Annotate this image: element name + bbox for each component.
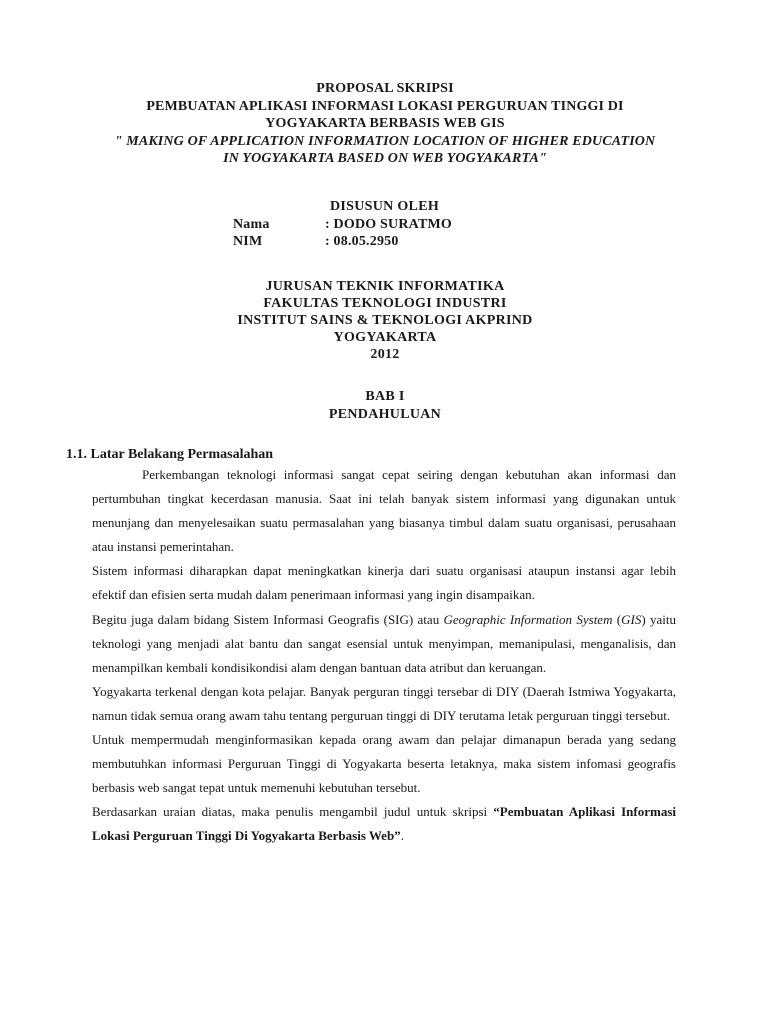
title-english-line2: IN YOGYAKARTA BASED ON WEB YOGYAKARTA" (223, 151, 547, 166)
institute: INSTITUT SAINS & TEKNOLOGI AKPRIND (237, 313, 533, 328)
paragraph-1: Perkembangan teknologi informasi sangat cepat seiring dengan kebutuhan akan informasi dan pertumbuhan tingkat kecerdasan manusia. Saat ini telah banyak sistem informasi yang digunakan untuk menunjang dan menyelesaikan suatu permasalahan yang biasanya timbul dalam suatu organisasi, perusahaan atau instansi pemerintahan. (92, 467, 676, 555)
paragraph-4: Yogyakarta terkenal dengan kota pelajar. Banyak perguran tinggi tersebar di DIY (Daerah Istmiwa Yogyakarta, namun tidak semua orang awam tahu tentang perguruan tinggi di DIY terutama letak perguruan tinggi tersebut. (92, 683, 676, 723)
name-label: Nama (233, 217, 270, 232)
title-indonesian-line1: PEMBUATAN APLIKASI INFORMASI LOKASI PERGURUAN TINGGI DI (146, 98, 624, 114)
title-indonesian-line2: YOGYAKARTA BERBASIS WEB GIS (265, 116, 505, 131)
p6-bold-title: “Pembuatan Aplikasi Informasi Lokasi Perguruan Tinggi Di Yogyakarta Berbasis Web” (92, 804, 676, 844)
name-value: : DODO SURATMO (325, 217, 452, 232)
chapter-heading (60, 388, 710, 424)
p3-text-b: ( (612, 611, 622, 627)
paragraph-6 (92, 800, 676, 848)
institution-block (60, 278, 710, 363)
proposal-label: PROPOSAL SKRIPSI (316, 81, 454, 96)
paragraph-2: Sistem informasi diharapkan dapat meningkatkan kinerja dari suatu organisasi ataupun instansi agar lebih efektif dan efisien serta mudah dalam penerimaan informasi yang ingin disampaikan. (92, 563, 676, 603)
paragraph-5: Untuk mempermudah menginformasikan kepada orang awam dan pelajar dimanapun berada yang sedang membutuhkan informasi Perguruan Tinggi di Yogyakarta beserta letaknya, maka sistem infomasi geografis berbasis web sangat tepat untuk memenuhi kebutuhan tersebut. (92, 732, 676, 796)
author-heading: DISUSUN OLEH (330, 199, 440, 214)
faculty: FAKULTAS TEKNOLOGI INDUSTRI (263, 296, 507, 311)
p6-end: . (400, 828, 404, 844)
title-english-line1: " MAKING OF APPLICATION INFORMATION LOCATION OF HIGHER EDUCATION (114, 133, 656, 149)
nim-label: NIM (233, 234, 263, 249)
section-body (92, 463, 676, 849)
p3-text-c: ) yaitu teknologi yang menjadi alat bantu dan sangat esensial untuk menyimpan, memanipulasi, menganalisis, dan menampilkan kembali kondisikondisi alam dengan bantuan data atribut dan keruangan. (92, 611, 676, 675)
proposal-title-block (60, 80, 710, 168)
year: 2012 (370, 347, 400, 362)
city: YOGYAKARTA (333, 330, 437, 345)
nim-value: : 08.05.2950 (325, 234, 399, 249)
author-name-row (233, 217, 452, 233)
section-heading: 1.1. Latar Belakang Permasalahan (66, 447, 274, 462)
chapter-title: PENDAHULUAN (328, 407, 442, 422)
p3-italic-term: Geographic Information System (443, 611, 613, 627)
p3-italic-abbr: GIS (621, 611, 642, 627)
department: JURUSAN TEKNIK INFORMATIKA (265, 279, 505, 294)
paragraph-3 (92, 608, 676, 680)
p3-text-a: Begitu juga dalam bidang Sistem Informasi Geografis (SIG) atau (92, 611, 444, 627)
chapter-number: BAB I (365, 389, 405, 404)
p6-text-a: Berdasarkan uraian diatas, maka penulis mengambil judul untuk skripsi (92, 804, 494, 820)
author-nim-row (233, 234, 399, 250)
